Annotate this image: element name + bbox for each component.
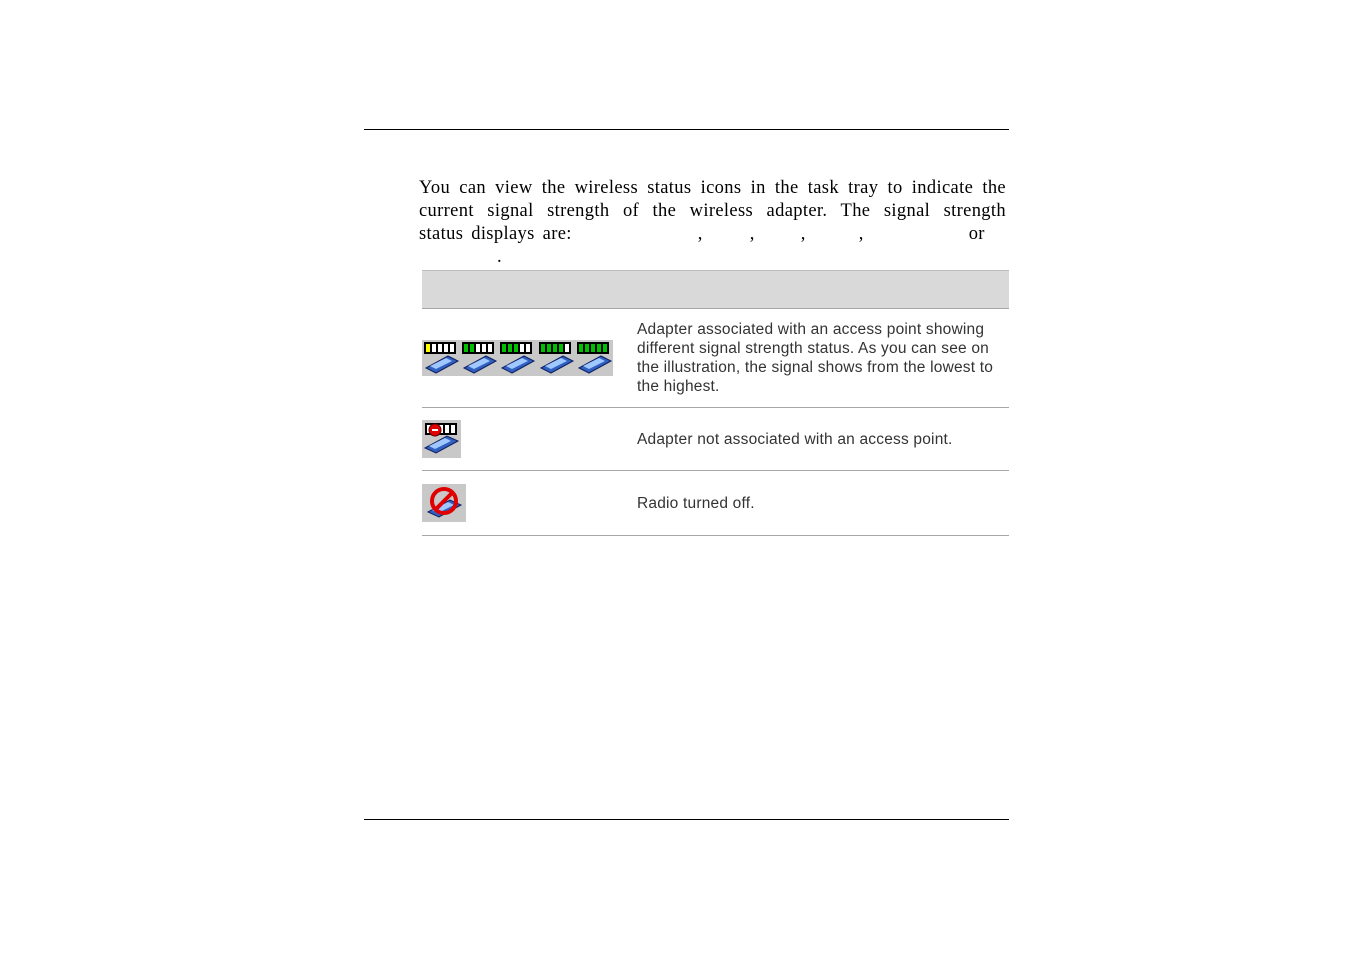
row-description: Adapter associated with an access point showing different signal strength status. As you can see on the illustration, the signal shows from the lowest to the highest.: [637, 309, 1009, 408]
radio-off-icon: [422, 484, 466, 522]
final-period: .: [497, 247, 502, 267]
intro-line-4: [419, 246, 1006, 269]
footer-rule: [364, 819, 1009, 820]
table-row: [422, 309, 1009, 408]
header-rule: [364, 129, 1009, 130]
not-associated-icon: [422, 420, 461, 458]
intro-line-3: [419, 223, 1006, 246]
or-word: or: [968, 224, 985, 244]
icon-cell: [422, 408, 637, 471]
icon-cell: [422, 309, 637, 408]
header-desc-col: [637, 271, 1009, 309]
icon-cell: [422, 471, 637, 536]
row-description: Radio turned off.: [637, 471, 1009, 536]
table-row: [422, 408, 1009, 471]
header-icon-col: [422, 271, 637, 309]
intro-line-3-start: status displays are:: [419, 224, 572, 244]
comma-2: ,: [749, 224, 755, 244]
intro-line-1: You can view the wireless status icons in the task tray to indicate the: [419, 178, 1006, 198]
signal-strength-levels-icon: [422, 340, 613, 376]
table-row: [422, 471, 1009, 536]
intro-paragraph: [419, 177, 1006, 269]
wireless-status-table: [422, 270, 1009, 536]
intro-line-2: current signal strength of the wireless adapter. The signal strength: [419, 201, 1006, 221]
table-header-row: [422, 271, 1009, 309]
comma-1: ,: [697, 224, 703, 244]
comma-3: ,: [800, 224, 806, 244]
comma-4: ,: [858, 224, 864, 244]
row-description: Adapter not associated with an access point.: [637, 408, 1009, 471]
